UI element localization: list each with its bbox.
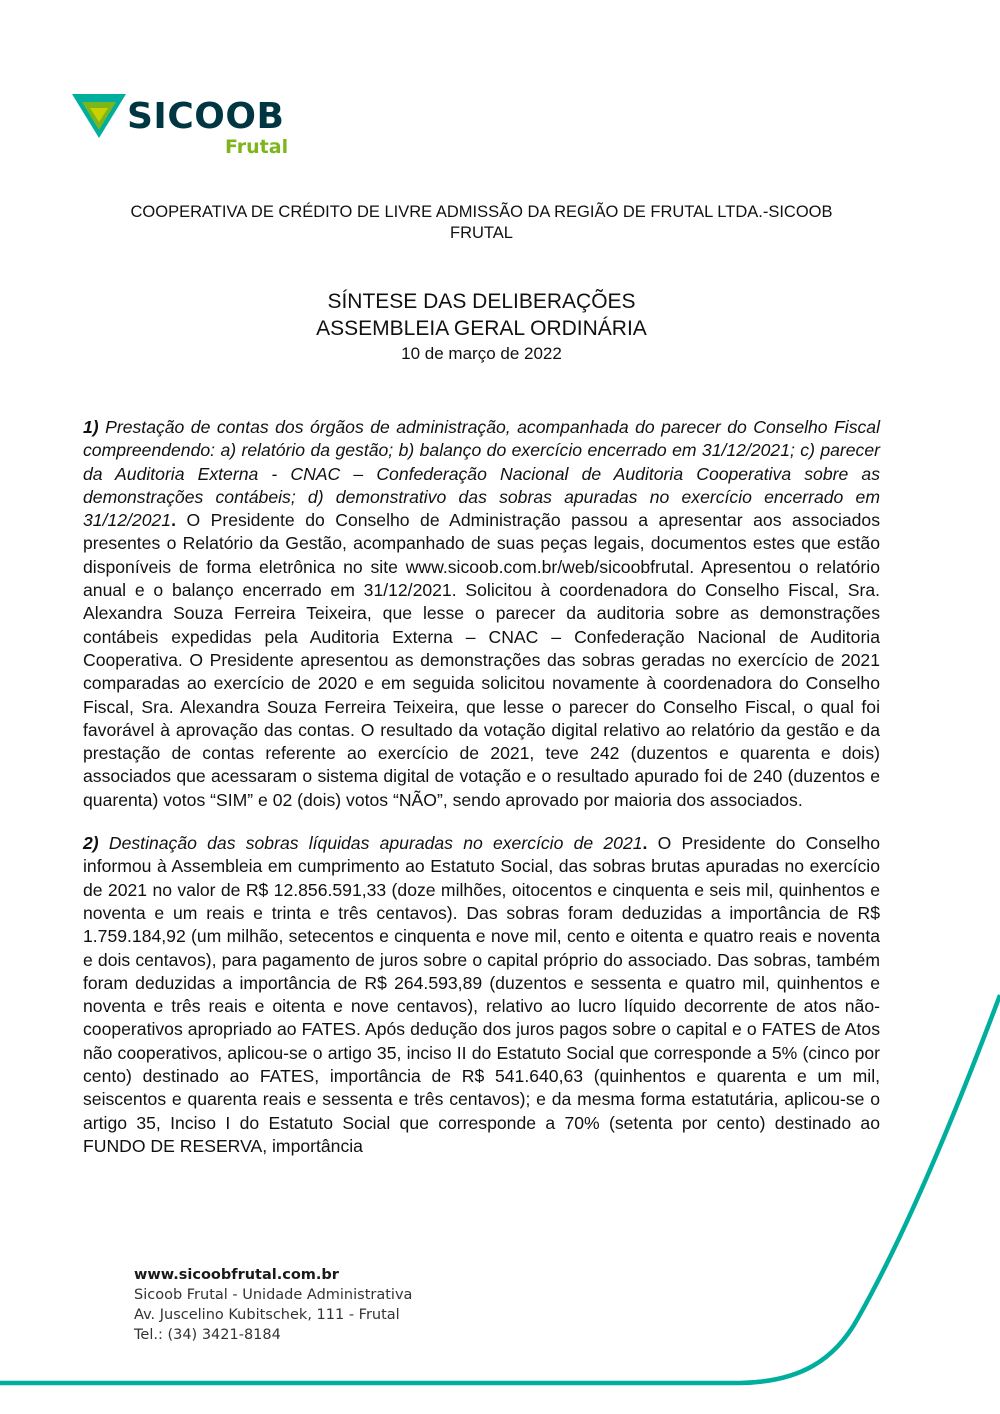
item-1-heading: Prestação de contas dos órgãos de administração, acompanhada do parecer do Conselho Fiscal compreendendo: a) relatório da gestão; b) balanço do exercício encerrado em 31/12/2021; c) parecer da Auditoria Externa - CNAC – Confederação Nacional de Auditoria Cooperativa sobre as demonstrações contábeis; d) demonstrativo das sobras apuradas no exercício encerrado em 31/12/2021: [83, 417, 880, 531]
footer-address: Av. Juscelino Kubitschek, 111 - Frutal: [134, 1307, 400, 1323]
footer-contact: [134, 1265, 412, 1345]
footer-website-link[interactable]: www.sicoobfrutal.com.br: [134, 1267, 339, 1283]
sicoob-logo-mark-icon: [72, 92, 126, 140]
document-body: [83, 416, 880, 1178]
footer-phone: Tel.: (34) 3421-8184: [134, 1327, 281, 1343]
document-date: 10 de março de 2022: [401, 344, 562, 363]
item-2-text: O Presidente do Conselho informou à Assembleia em cumprimento ao Estatuto Social, das sobras brutas apuradas no exercício de 2021 no valor de R$ 12.856.591,33 (doze milhões, oitocentos e cinquenta e seis mil, quinhentos e noventa e um reais e trinta e três centavos). Das sobras foram deduzidas a importância de R$ 1.759.184,92 (um milhão, setecentos e cinquenta e nove mil, cento e oitenta e quatro reais e noventa e dois centavos), para pagamento de juros sobre o capital próprio do associado. Das sobras, também foram deduzidas a importância de R$ 264.593,89 (duzentos e sessenta e quatro mil, quinhentos e noventa e três reais e oitenta e nove centavos), relativo ao lucro líquido decorrente de atos não-cooperativos apropriado ao FATES. Após dedução dos juros pagos sobre o capital e o FATES de Atos não cooperativos, aplicou-se o artigo 35, inciso II do Estatuto Social que corresponde a 5% (cinco por cento) destinado ao FATES, importância de R$ 541.640,63 (quinhentos e quarenta e um mil, seiscentos e quarenta reais e sessenta e três centavos); e da mesma forma estatutária, aplicou-se o artigo 35, Inciso I do Estatuto Social que corresponde a 70% (setenta por cento) destinado ao FUNDO DE RESERVA, importância: [83, 833, 881, 1156]
logo-wordmark: SICOOB: [127, 96, 285, 137]
item-2-number: 2): [83, 833, 99, 854]
deliberation-item-2: 2) Destinação das sobras líquidas apuradas no exercício de 2021. O Presidente do Conselho informou à Assembleia em cumprimento ao Estatuto Social, das sobras brutas apuradas no exercício de 2021 no valor de R$ 12.856.591,33 (doze milhões, oitocentos e cinquenta e seis mil, quinhentos e noventa e um reais e trinta e três centavos). Das sobras foram deduzidas a importância de R$ 1.759.184,92 (um milhão, setecentos e cinquenta e nove mil, cento e oitenta e quatro reais e noventa e dois centavos), para pagamento de juros sobre o capital próprio do associado. Das sobras, também foram deduzidas a importância de R$ 264.593,89 (duzentos e sessenta e quatro mil, quinhentos e noventa e três reais e oitenta e nove centavos), relativo ao lucro líquido decorrente de atos não-cooperativos apropriado ao FATES. Após dedução dos juros pagos sobre o capital e o FATES de Atos não cooperativos, aplicou-se o artigo 35, inciso II do Estatuto Social que corresponde a 5% (cinco por cento) destinado ao FATES, importância de R$ 541.640,63 (quinhentos e quarenta e um mil, seiscentos e quarenta reais e sessenta e três centavos); e da mesma forma estatutária, aplicou-se o artigo 35, Inciso I do Estatuto Social que corresponde a 70% (setenta por cento) destinado ao FUNDO DE RESERVA, importância: [83, 833, 881, 1156]
document-subtitle: ASSEMBLEIA GERAL ORDINÁRIA: [316, 317, 647, 340]
deliberation-item-1: 1) Prestação de contas dos órgãos de administração, acompanhada do parecer do Conselho Fiscal compreendendo: a) relatório da gestão; b) balanço do exercício encerrado em 31/12/2021; c) parecer da Auditoria Externa - CNAC – Confederação Nacional de Auditoria Cooperativa sobre as demonstrações contábeis; d) demonstrativo das sobras apuradas no exercício encerrado em 31/12/2021. O Presidente do Conselho de Administração passou a apresentar aos associados presentes o Relatório da Gestão, acompanhado de suas peças legais, documentos estes que estão disponíveis de forma eletrônica no site www.sicoob.com.br/web/sicoobfrutal. Apresentou o relatório anual e o balanço encerrado em 31/12/2021. Solicitou à coordenadora do Conselho Fiscal, Sra. Alexandra Souza Ferreira Teixeira, que lesse o parecer da auditoria sobre as demonstrações contábeis expedidas pela Auditoria Externa – CNAC – Confederação Nacional de Auditoria Cooperativa. O Presidente apresentou as demonstrações das sobras geradas no exercício de 2021 comparadas ao exercício de 2020 e em seguida solicitou novamente à coordenadora do Conselho Fiscal, Sra. Alexandra Souza Ferreira Teixeira, que lesse o parecer do Conselho Fiscal, o qual foi favorável à aprovação das contas. O resultado da votação digital relativo ao relatório da gestão e da prestação de contas referente ao exercício de 2021, teve 242 (duzentos e quarenta e dois) associados que acessaram o sistema digital de votação e o resultado apurado foi de 240 (duzentos e quarenta) votos “SIM” e 02 (dois) votos “NÃO”, sendo aprovado por maioria dos associados.: [83, 417, 881, 810]
item-2-heading: Destinação das sobras líquidas apuradas no exercício de 2021: [108, 833, 643, 854]
sicoob-logo: [72, 92, 292, 162]
footer-unit: Sicoob Frutal - Unidade Administrativa: [134, 1287, 413, 1303]
org-name-line-1: COOPERATIVA DE CRÉDITO DE LIVRE ADMISSÃO DA REGIÃO DE FRUTAL LTDA.-SICOOB: [130, 203, 833, 221]
org-name-line-2: FRUTAL: [450, 224, 513, 242]
item-1-number: 1): [83, 417, 99, 437]
item-1-text: O Presidente do Conselho de Administração passou a apresentar aos associados presentes o Relatório da Gestão, acompanhado de suas peças legais, documentos estes que estão disponíveis de forma eletrônica no site www.sicoob.com.br/web/sicoobfrutal. Apresentou o relatório anual e o balanço encerrado em 31/12/2021. Solicitou à coordenadora do Conselho Fiscal, Sra. Alexandra Souza Ferreira Teixeira, que lesse o parecer da auditoria sobre as demonstrações contábeis expedidas pela Auditoria Externa – CNAC – Confederação Nacional de Auditoria Cooperativa. O Presidente apresentou as demonstrações das sobras geradas no exercício de 2021 comparadas ao exercício de 2020 e em seguida solicitou novamente à coordenadora do Conselho Fiscal, Sra. Alexandra Souza Ferreira Teixeira, que lesse o parecer do Conselho Fiscal, o qual foi favorável à aprovação das contas. O resultado da votação digital relativo ao relatório da gestão e da prestação de contas referente ao exercício de 2021, teve 242 (duzentos e quarenta e dois) associados que acessaram o sistema digital de votação e o resultado apurado foi de 240 (duzentos e quarenta) votos “SIM” e 02 (dois) votos “NÃO”, sendo aprovado por maioria dos associados.: [83, 510, 881, 810]
document-title: SÍNTESE DAS DELIBERAÇÕES: [327, 290, 636, 313]
document-titles: [83, 288, 880, 366]
logo-unit-name: Frutal: [225, 136, 289, 158]
organization-header: [83, 202, 880, 244]
